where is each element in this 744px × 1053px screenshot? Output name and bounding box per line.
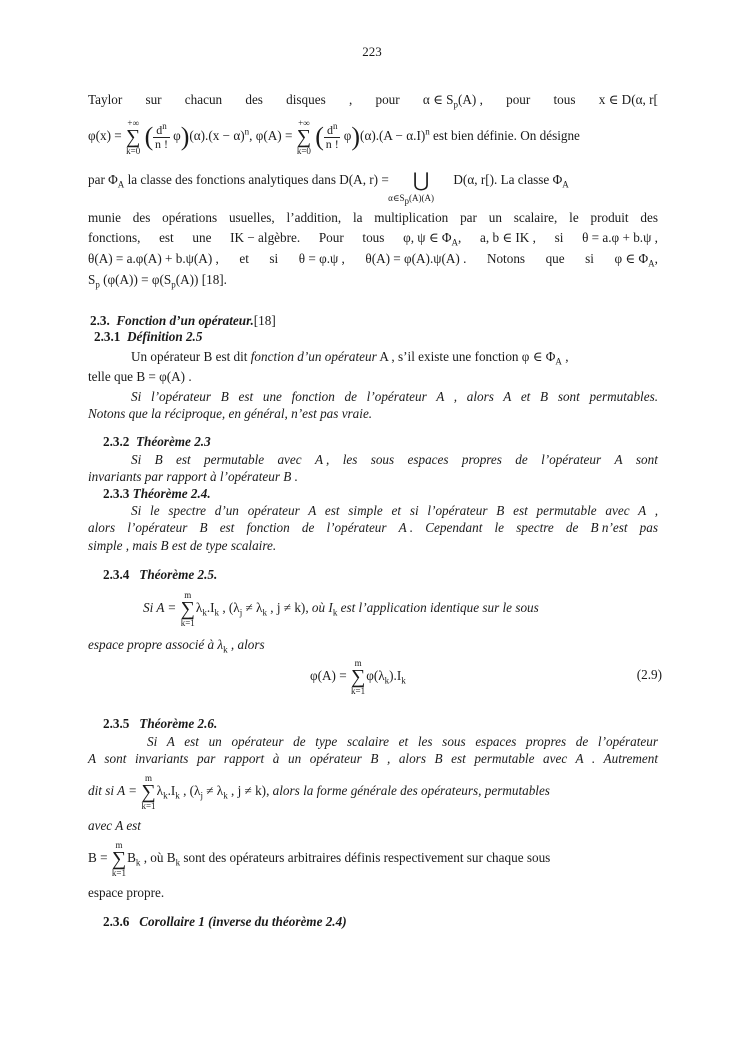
word: disques: [286, 92, 326, 107]
sum-operator: +∞ ∑ k=0: [126, 118, 141, 156]
word: ,: [348, 92, 353, 107]
equation-number: (2.9): [636, 667, 662, 682]
section-heading-2-3: 2.3. Fonction d’un opérateur.[18]: [90, 313, 276, 328]
para1-line2-formula: φ(x) = +∞ ∑ k=0 ( $\frac{d^n}{n !}$ $\varphi)(\alpha).(x - \alpha)^n$, φ(A) = +∞ ∑ k=0 ( $\frac{d^n}{n !}$ $\varphi)(\alpha).(A - \alpha.I)^n$ est bien définie. On désigne: [88, 118, 580, 156]
thm23-line1: Si B est permutable avec A , les sous espaces propres de l’opérateur A sont: [131, 452, 658, 467]
subsection-heading-2-3-5: 2.3.5 Théorème 2.6.: [103, 716, 218, 731]
thm26-line4: avec A est: [88, 818, 141, 833]
word: tous: [553, 92, 576, 107]
def25-line1: Un opérateur B est dit fonction d’un opérateur A , s’il existe une fonction φ ∈ $\Phi_A$ ,: [131, 349, 569, 367]
para1-line5: fonctions, est une IK − algèbre. Pour tous φ, ψ ∈ $\Phi_A$, a, b ∈ IK , si θ = a.φ + b.ψ ,: [88, 230, 658, 248]
def25-line2: telle que B = φ(A) .: [88, 369, 192, 384]
subsection-heading-2-3-6: 2.3.6 Corollaire 1 (inverse du théorème 2.4): [103, 914, 347, 929]
thm26-line1: Si A est un opérateur de type scalaire et les sous espaces propres de l’opérateur: [147, 734, 658, 749]
para1-line7: $S_p$ $(\varphi(A)) = \varphi(S_p(A))$ [18].: [88, 272, 227, 290]
sum-operator: m ∑ k=1: [141, 773, 156, 811]
para1-line3: par $\Phi_A$ la classe des fonctions analytiques dans D(A, r) = ⋃ $\alpha\in S_p(A)(A)$ D(α, r[). La classe $\Phi_A$: [88, 169, 569, 206]
thm26-line5: B = m ∑ k=1 $B_k$ , où $B_k$ sont des opérateurs arbitraires définis respectivement sur chaque sous: [88, 840, 551, 878]
word: des: [245, 92, 263, 107]
subsection-heading-2-3-2: 2.3.2 Théorème 2.3: [103, 434, 211, 449]
def25-line4: Notons que la réciproque, en général, n’est pas vraie.: [88, 406, 373, 421]
union-operator: ⋃: [412, 169, 430, 192]
sum-operator: +∞ ∑ k=0: [296, 118, 311, 156]
fraction-dn-n: $\frac{d^n}{n !}$: [155, 120, 169, 151]
sum-operator: m ∑ k=1: [350, 658, 366, 696]
sum-operator: m ∑ k=1: [111, 840, 127, 878]
word: chacun: [184, 92, 223, 107]
thm24-line2: alors l’opérateur B est fonction de l’opérateur A . Cependant le spectre de B n’est pas: [88, 520, 658, 535]
para1-line6: θ(A) = a.φ(A) + b.ψ(A) , et si θ = φ.ψ , θ(A) = φ(A).ψ(A) . Notons que si φ ∈ $\Phi_A$,: [88, 251, 658, 269]
subsection-heading-2-3-3: 2.3.3 Théorème 2.4.: [103, 486, 211, 501]
subsection-heading-2-3-1: 2.3.1 Définition 2.5: [94, 329, 203, 344]
formula-text: φ(x) =: [88, 128, 122, 144]
thm26-line6: espace propre.: [88, 885, 165, 900]
def25-line3: Si l’opérateur B est une fonction de l’opérateur A , alors A et B sont permutables.: [131, 389, 658, 404]
sum-operator: m ∑ k=1: [180, 590, 195, 628]
thm24-line3: simple , mais B est de type scalaire.: [88, 538, 277, 553]
thm25-line2: espace propre associé à $\lambda_k$ , alors: [88, 637, 265, 655]
word: pour: [375, 92, 400, 107]
fraction-dn-n: $\frac{d^n}{n !}$: [325, 120, 339, 151]
thm24-line1: Si le spectre d’un opérateur A est simple et si l’opérateur B est permutable avec A ,: [131, 503, 658, 518]
thm26-line3: dit si A = m ∑ k=1 $\lambda_k.I_k$ , ($\lambda_j \ne \lambda_k$ , j ≠ k), alors la forme générale des opérateurs, permutables: [88, 773, 550, 811]
para1-line1: [88, 92, 658, 108]
thm25-line1: Si A = m ∑ k=1 $\lambda_k.I_k$ , ($\lambda_j \ne \lambda_k$ , j ≠ k), où $I_k$ est l’application identique sur le sous: [143, 590, 539, 628]
equation-2-9: φ(A) = m ∑ k=1 $\varphi(\lambda_k).I_k$ (2.9): [310, 658, 662, 696]
para1-line4: munie des opérations usuelles, l’addition, la multiplication par un scalaire, le produit des: [88, 210, 658, 225]
word: pour: [506, 92, 531, 107]
word: Taylor: [88, 92, 123, 107]
thm23-line2: invariants par rapport à l’opérateur B .: [88, 469, 298, 484]
subsection-heading-2-3-4: 2.3.4 Théorème 2.5.: [103, 567, 218, 582]
page-number: 223: [362, 44, 382, 59]
formula-alpha-in-sp: α ∈ $S_p(A)$ ,: [422, 92, 483, 110]
word: sur: [145, 92, 162, 107]
thm26-line2: A sont invariants par rapport à un opérateur B , alors B est permutable avec A . Autrement: [88, 751, 658, 766]
formula-x-in-disk: x ∈ D(α, r[: [598, 92, 658, 107]
